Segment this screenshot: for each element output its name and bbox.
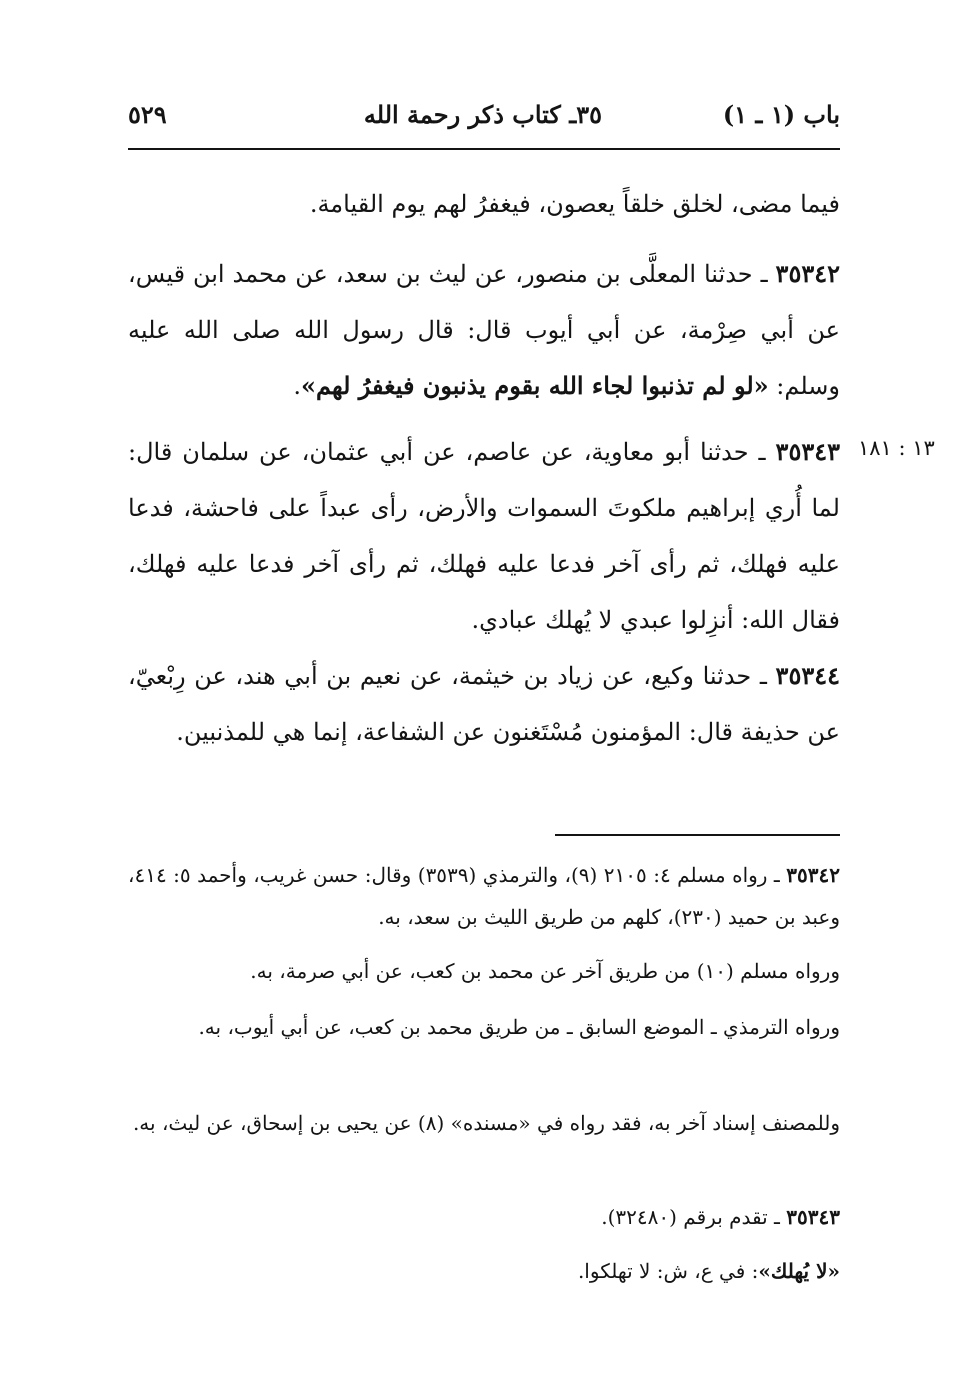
footnote-35342: [128, 854, 840, 938]
footnote-musannif: [128, 1102, 840, 1144]
footnote-text: ـ رواه مسلم ٤: ٢١٠٥ (٩)، والترمذي (٣٥٣٩) وقال: حسن غريب، وأحمد ٥: ٤١٤، وعبد بن حميد (٢٣٠)، كلهم من طريق الليث بن سعد، به.: [128, 863, 840, 929]
variant-term: «لا يُهلك»: [758, 1259, 840, 1283]
hadith-text: ـ حدثنا وكيع، عن زياد بن خيثمة، عن نعيم بن أبي هند، عن رِبْعيّ، عن حذيفة قال: المؤمنون مُسْتَغنون عن الشفاعة، إنما هي للمذنبين.: [128, 662, 840, 746]
footnote-text: ورواه مسلم (١٠) من طريق آخر عن محمد بن كعب، عن أبي صرمة، به.: [250, 959, 840, 983]
page-header: [128, 100, 840, 144]
footnote-number: ٣٥٣٤٣: [786, 1205, 840, 1229]
hadith-number: ٣٥٣٤٣: [775, 437, 840, 466]
margin-reference: ١٣ : ١٨١: [858, 436, 935, 460]
hadith-end: .: [293, 372, 302, 400]
header-divider: [128, 148, 840, 150]
footnote-text: ـ تقدم برقم (٣٢٤٨٠).: [601, 1205, 787, 1229]
hadith-text: ـ حدثنا المعلَّى بن منصور، عن ليث بن سعد، عن محمد ابن قيس، عن أبي صِرْمة، عن أبي أيوب قال: قال رسول الله صلى الله عليه وسلم:: [128, 260, 840, 400]
footnote-text: ورواه الترمذي ـ الموضع السابق ـ من طريق محمد بن كعب، عن أبي أيوب، به.: [198, 1015, 840, 1039]
footnote-text: : في ع، ش: لا تهلكوا.: [577, 1259, 759, 1283]
hadith-text: ـ حدثنا أبو معاوية، عن عاصم، عن أبي عثمان، عن سلمان قال: لما أُري إبراهيم ملكوتَ السموات والأرض، رأى عبداً على فاحشة، فدعا عليه فهلك، ثم رأى آخر فدعا عليه فهلك، ثم رأى آخر فدعا عليه فهلك، فقال الله: أنزِلوا عبدي لا يُهلك عبادي.: [128, 438, 840, 634]
hadith-35343: [128, 424, 840, 648]
footnote-divider: [555, 834, 840, 836]
footnote-muslim: [128, 950, 840, 992]
footnote-variant: [128, 1250, 840, 1292]
hadith-number: ٣٥٣٤٢: [775, 259, 840, 288]
hadith-quote: «لو لم تذنبوا لجاء الله بقوم يذنبون فيغفرُ لهم»: [301, 371, 769, 400]
page-number: ٥٢٩: [128, 100, 167, 129]
footnote-number: ٣٥٣٤٢: [786, 863, 840, 887]
section-label: باب (١ ـ ١): [722, 100, 840, 129]
footnote-tirmidhi: [128, 1006, 840, 1048]
paragraph-text: فيما مضى، لخلق خلقاً يعصون، فيغفرُ لهم يوم القيامة.: [309, 190, 840, 218]
hadith-number: ٣٥٣٤٤: [775, 661, 840, 690]
book-title: ٣٥ـ كتاب ذكر رحمة الله: [363, 100, 602, 129]
hadith-35344: [128, 648, 840, 760]
footnote-35343: [128, 1196, 840, 1238]
paragraph-continuation: [128, 176, 840, 232]
footnote-text: وللمصنف إسناد آخر به، فقد رواه في «مسنده» (٨) عن يحيى بن إسحاق، عن ليث، به.: [132, 1111, 840, 1135]
hadith-35342: [128, 246, 840, 414]
